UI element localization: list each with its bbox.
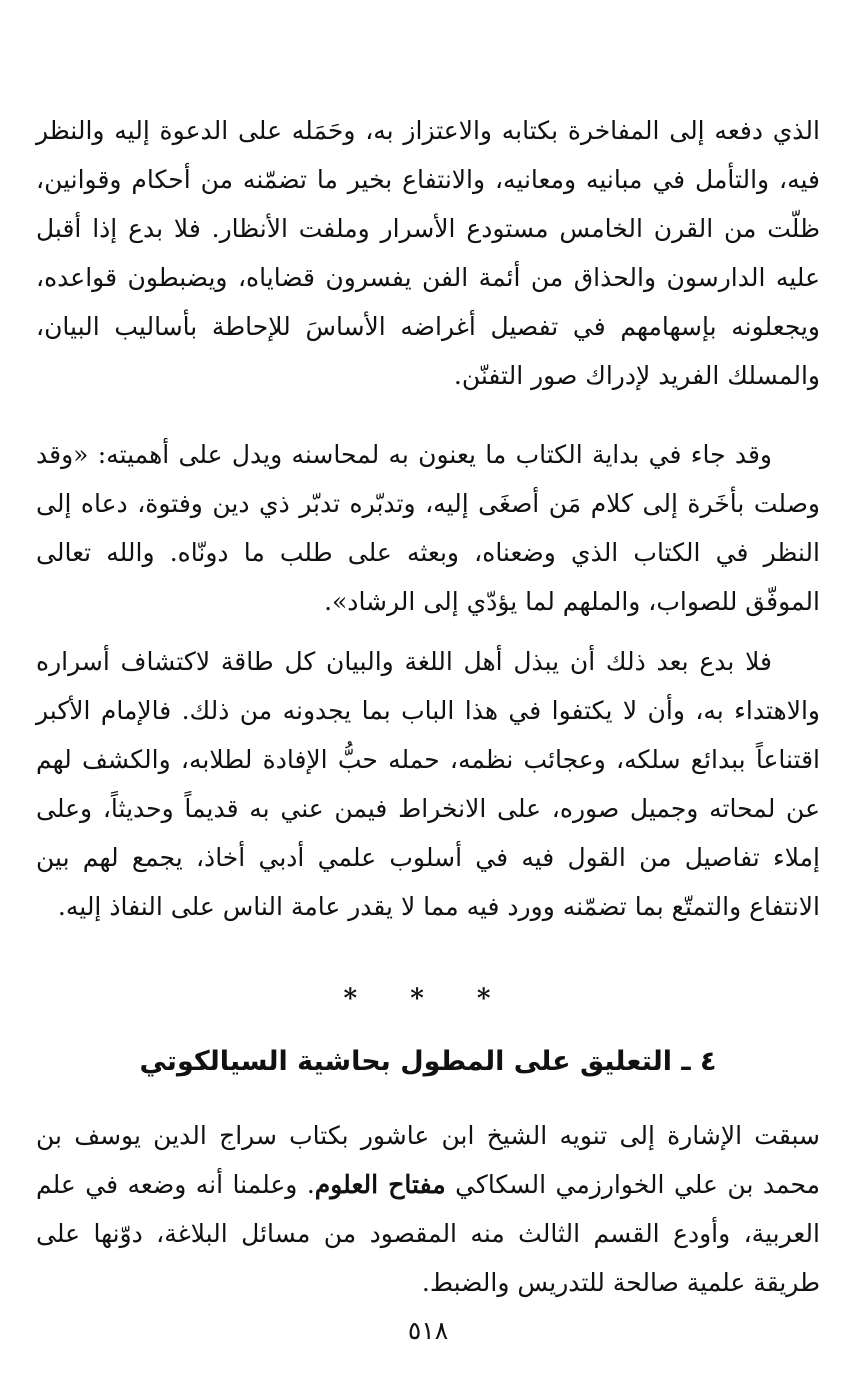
paragraph-1: الذي دفعه إلى المفاخرة بكتابه والاعتزاز به، وحَمَله على الدعوة إليه والنظر فيه، والتأمل في مبانيه ومعانيه، والانتفاع بخير ما تضمّنه من أحكام وقوانين، ظلّت من القرن الخامس مستودع الأسرار وملفت الأنظار. فلا بدع إذا أقبل عليه الدارسون والحذاق من أئمة الفن يفسرون قضاياه، ويضبطون قواعده، ويجعلونه بإسهامهم في تفصيل أغراضه الأساسَ للإحاطة بأساليب البيان، والمسلك الفريد لإدراك صور التفنّن. [36,116,820,390]
book-title-bold: مفتاح العلوم [314,1170,446,1199]
paragraph-3: فلا بدع بعد ذلك أن يبذل أهل اللغة والبيان كل طاقة لاكتشاف أسراره والاهتداء به، وأن لا يكتفوا في هذا الباب بما يجدونه من ذلك. فالإمام الأكبر اقتناعاً ببدائع سلكه، وعجائب نظمه، حمله حبُّ الإفادة لطلابه، والكشف لهم عن لمحاته وجميل صوره، على الانخراط فيمن عني به قديماً وحديثاً، وعلى إملاء تفاصيل من القول فيه في أسلوب علمي أدبي أخاذ، يجمع لهم بين الانتفاع والتمتّع بما تضمّنه وورد فيه مما لا يقدر عامة الناس على النفاذ إليه. [36,647,820,921]
paragraph-4-text-start: سبقت الإشارة إلى تنويه الشيخ ابن عاشور بكتاب سراج الدين يوسف بن محمد بن علي الخوارزمي السكاكي [36,1121,820,1199]
paragraph-4-text-end: . وعلمنا أنه وضعه في علم العربية، وأودع القسم الثالث منه المقصود من مسائل البلاغة، دوّنها على طريقة علمية صالحة للتدريس والضبط. [36,1170,820,1297]
section-heading: ٤ ـ التعليق على المطول بحاشية السيالكوتي [139,1046,717,1077]
section-separator: * * * [343,984,513,1014]
paragraph-4 [36,1111,820,1307]
paragraph-2: وقد جاء في بداية الكتاب ما يعنون به لمحاسنه ويدل على أهميته: «وقد وصلت بأخَرة إلى كلام مَن أصغَى إليه، وتدبّره تدبّر ذي دين وفتوة، دعاه إلى النظر في الكتاب الذي وضعناه، وبعثه على طلب ما دونّاه. والله تعالى الموفّق للصواب، والملهم لما يؤدّي إلى الرشاد». [36,440,820,616]
page-number: ٥١٨ [407,1316,449,1345]
